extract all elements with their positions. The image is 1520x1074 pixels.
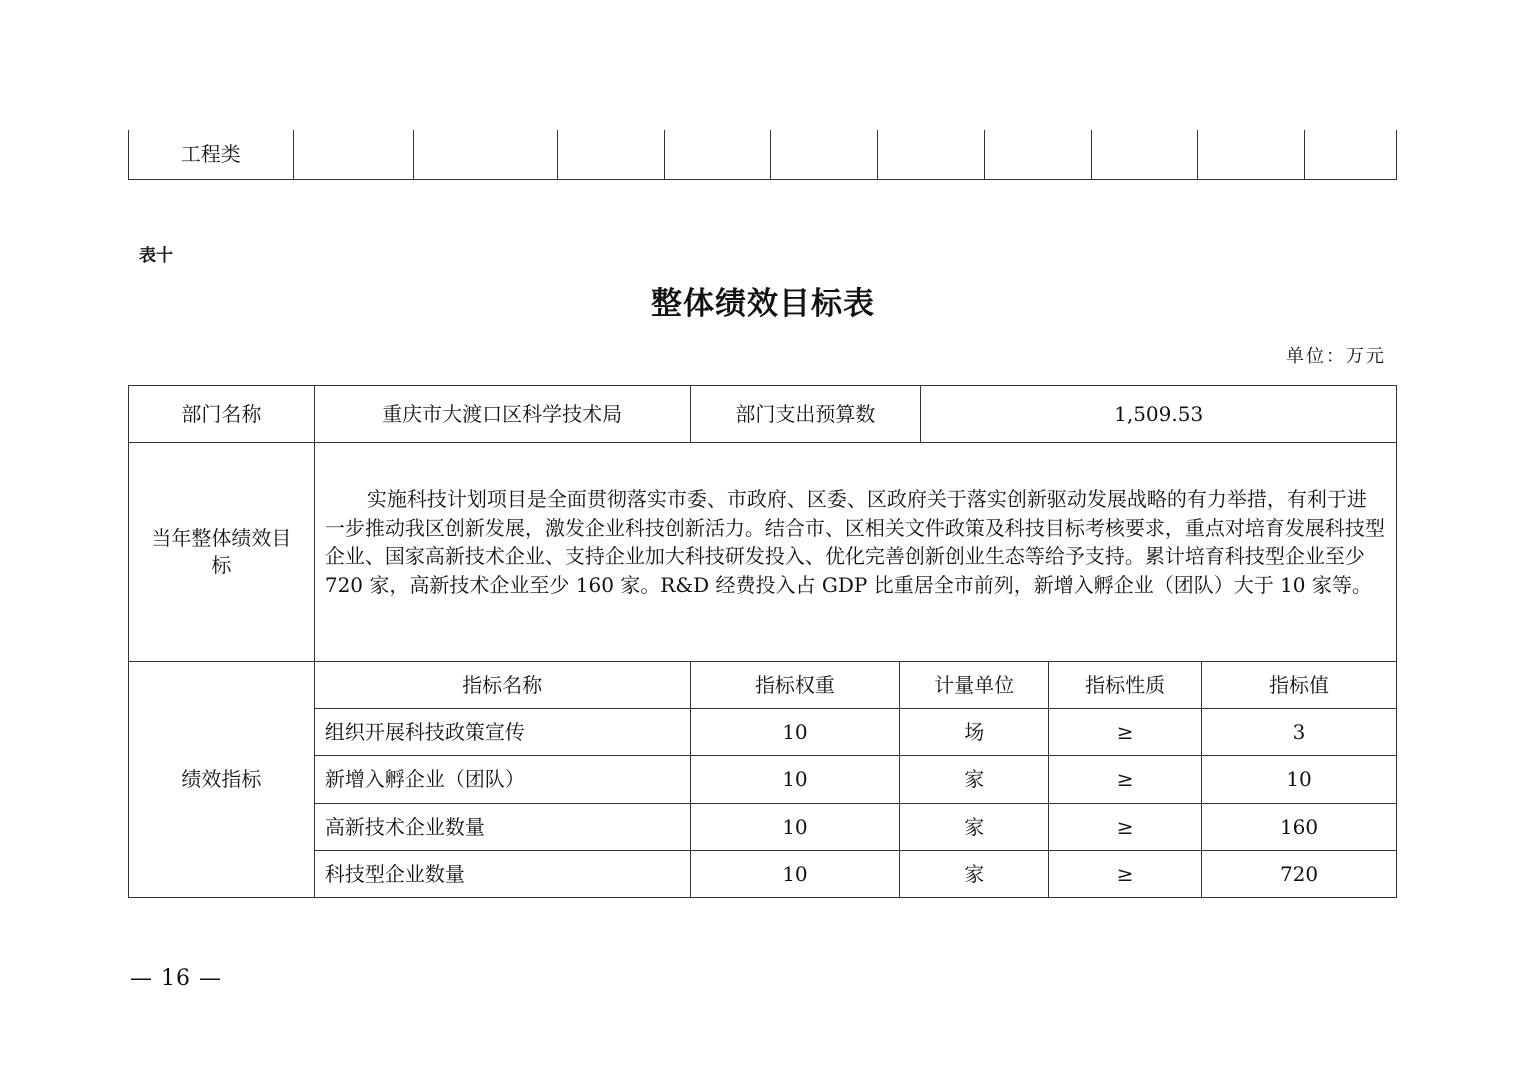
page-number: — 16 — bbox=[130, 966, 222, 991]
header-value: 指标值 bbox=[1202, 662, 1397, 709]
indicator-name: 新增入孵企业（团队） bbox=[314, 756, 690, 804]
header-indicator-name: 指标名称 bbox=[314, 662, 690, 709]
header-nature: 指标性质 bbox=[1049, 662, 1202, 709]
empty-cell bbox=[293, 130, 414, 180]
indicator-nature: ≥ bbox=[1049, 756, 1202, 804]
empty-cell bbox=[414, 130, 558, 180]
indicator-weight: 10 bbox=[690, 804, 900, 851]
indicator-name: 组织开展科技政策宣传 bbox=[314, 709, 690, 756]
empty-cell bbox=[557, 130, 664, 180]
indicator-unit: 场 bbox=[900, 709, 1049, 756]
header-unit: 计量单位 bbox=[900, 662, 1049, 709]
empty-cell bbox=[1091, 130, 1198, 180]
header-indicator-weight: 指标权重 bbox=[690, 662, 900, 709]
table-row bbox=[129, 130, 1397, 180]
indicator-unit: 家 bbox=[900, 804, 1049, 851]
indicator-weight: 10 bbox=[690, 756, 900, 804]
empty-cell bbox=[1305, 130, 1397, 180]
indicator-value: 720 bbox=[1202, 851, 1397, 898]
indicators-label: 绩效指标 bbox=[129, 662, 315, 898]
table-label: 表十 bbox=[139, 246, 173, 266]
performance-goal-table bbox=[128, 385, 1397, 898]
dept-name-label: 部门名称 bbox=[129, 386, 315, 443]
page-title: 整体绩效目标表 bbox=[651, 286, 875, 322]
indicator-value: 10 bbox=[1202, 756, 1397, 804]
budget-label: 部门支出预算数 bbox=[690, 386, 921, 443]
indicator-nature: ≥ bbox=[1049, 851, 1202, 898]
table-row bbox=[129, 851, 1397, 898]
indicator-weight: 10 bbox=[690, 709, 900, 756]
table-row bbox=[129, 709, 1397, 756]
empty-cell bbox=[1198, 130, 1305, 180]
category-cell: 工程类 bbox=[129, 130, 294, 180]
indicator-name: 科技型企业数量 bbox=[314, 851, 690, 898]
table-row bbox=[129, 662, 1397, 709]
indicator-nature: ≥ bbox=[1049, 804, 1202, 851]
empty-cell bbox=[984, 130, 1091, 180]
table-row bbox=[129, 756, 1397, 804]
indicator-value: 160 bbox=[1202, 804, 1397, 851]
indicator-unit: 家 bbox=[900, 756, 1049, 804]
empty-cell bbox=[878, 130, 985, 180]
unit-label: 单位：万元 bbox=[1286, 346, 1386, 367]
dept-name-value: 重庆市大渡口区科学技术局 bbox=[314, 386, 690, 443]
indicator-unit: 家 bbox=[900, 851, 1049, 898]
table-row bbox=[129, 804, 1397, 851]
top-fragment-table bbox=[128, 130, 1397, 180]
indicator-weight: 10 bbox=[690, 851, 900, 898]
empty-cell bbox=[664, 130, 771, 180]
budget-value: 1,509.53 bbox=[921, 386, 1397, 443]
indicator-value: 3 bbox=[1202, 709, 1397, 756]
goal-text: 实施科技计划项目是全面贯彻落实市委、市政府、区委、区政府关于落实创新驱动发展战略的有力举措，有利于进一步推动我区创新发展，激发企业科技创新活力。结合市、区相关文件政策及科技目标考核要求，重点对培育发展科技型企业、国家高新技术企业、支持企业加大科技研发投入、优化完善创新创业生态等给予支持。累计培育科技型企业至少 720 家，高新技术企业至少 160 家。R&D 经费投入占 GDP 比重居全市前列，新增入孵企业（团队）大于 10 家等。 bbox=[314, 443, 1396, 662]
goal-label: 当年整体绩效目标 bbox=[129, 443, 315, 662]
indicator-nature: ≥ bbox=[1049, 709, 1202, 756]
table-row bbox=[129, 386, 1397, 443]
indicator-name: 高新技术企业数量 bbox=[314, 804, 690, 851]
table-row bbox=[129, 443, 1397, 662]
empty-cell bbox=[771, 130, 878, 180]
